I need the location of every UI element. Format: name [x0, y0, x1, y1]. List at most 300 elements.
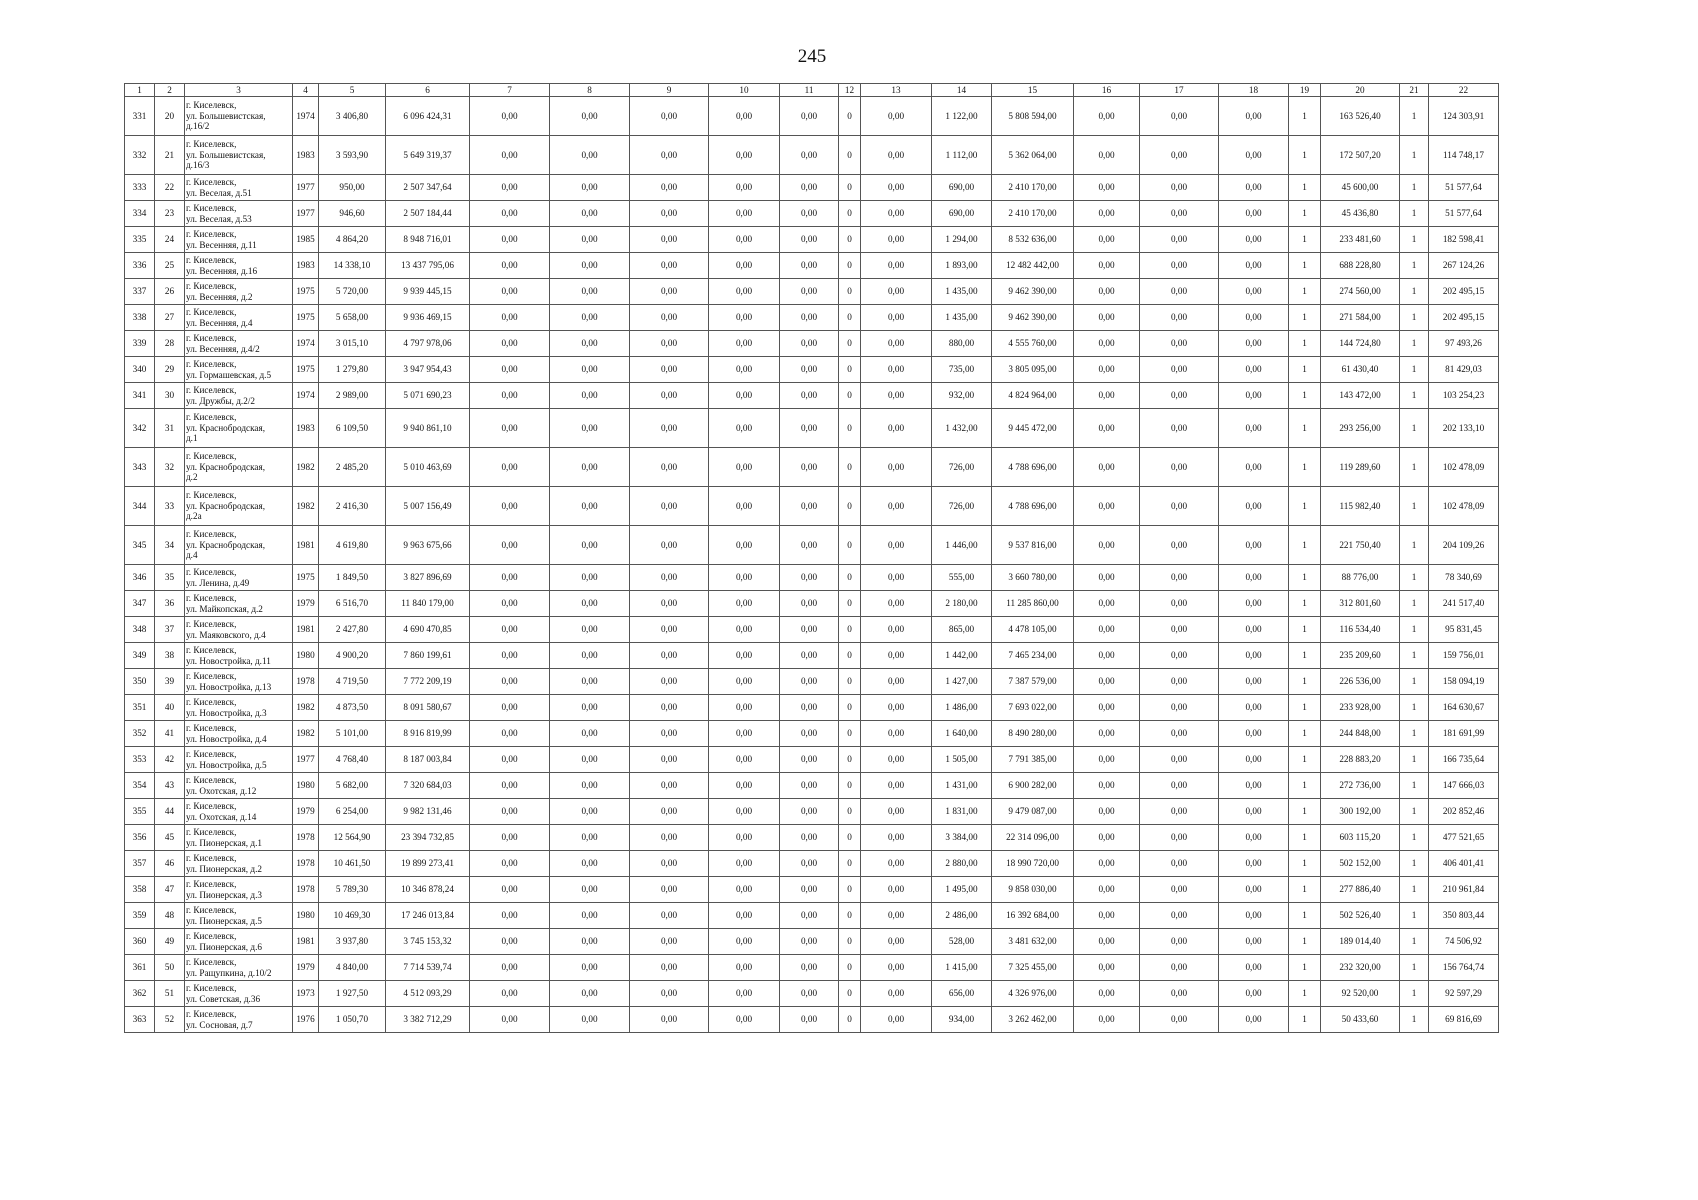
- count-cell: 1: [1400, 877, 1429, 903]
- row-number: 362: [125, 981, 155, 1007]
- value-cell: 0,00: [861, 175, 932, 201]
- value-cell: 1 112,00: [932, 136, 992, 175]
- value-cell: 0,00: [550, 409, 630, 448]
- year-cell: 1977: [293, 201, 319, 227]
- value-cell: 0,00: [861, 903, 932, 929]
- row-number: 348: [125, 617, 155, 643]
- value-cell: 0,00: [630, 799, 709, 825]
- value-cell: 0,00: [1219, 903, 1289, 929]
- value-cell: 0,00: [630, 97, 709, 136]
- value-cell: 8 490 280,00: [992, 721, 1074, 747]
- count-cell: 0: [839, 565, 861, 591]
- value-cell: 0,00: [709, 669, 780, 695]
- address-line: ул. Гормашевская, д.5: [186, 369, 272, 380]
- value-cell: 0,00: [861, 851, 932, 877]
- address-line: ул. Новостройка, д.11: [186, 655, 271, 666]
- year-cell: 1974: [293, 331, 319, 357]
- value-cell: 61 430,40: [1321, 357, 1400, 383]
- address-line: ул. Весенняя, д.4/2: [186, 343, 260, 354]
- value-cell: 1 831,00: [932, 799, 992, 825]
- address-cell: [185, 695, 293, 721]
- value-cell: 0,00: [1219, 526, 1289, 565]
- address-cell: [185, 97, 293, 136]
- row-subnumber: 36: [155, 591, 185, 617]
- column-number: 12: [839, 84, 861, 97]
- value-cell: 143 472,00: [1321, 383, 1400, 409]
- value-cell: 0,00: [780, 136, 839, 175]
- count-cell: 0: [839, 851, 861, 877]
- value-cell: 0,00: [861, 643, 932, 669]
- value-cell: 0,00: [630, 201, 709, 227]
- value-cell: 4 555 760,00: [992, 331, 1074, 357]
- address-line: ул. Ленина, д.49: [186, 577, 250, 588]
- value-cell: 0,00: [630, 409, 709, 448]
- value-cell: 102 478,09: [1429, 448, 1499, 487]
- count-cell: 1: [1400, 981, 1429, 1007]
- value-cell: 0,00: [1074, 799, 1140, 825]
- count-cell: 1: [1289, 643, 1321, 669]
- value-cell: 4 788 696,00: [992, 448, 1074, 487]
- value-cell: 2 486,00: [932, 903, 992, 929]
- value-cell: 0,00: [1140, 773, 1219, 799]
- address-cell: [185, 227, 293, 253]
- value-cell: 0,00: [1219, 851, 1289, 877]
- value-cell: 0,00: [1074, 526, 1140, 565]
- value-cell: 0,00: [550, 825, 630, 851]
- row-subnumber: 33: [155, 487, 185, 526]
- value-cell: 0,00: [780, 97, 839, 136]
- table-row: [125, 877, 1499, 903]
- value-cell: 528,00: [932, 929, 992, 955]
- row-subnumber: 23: [155, 201, 185, 227]
- value-cell: 5 720,00: [319, 279, 386, 305]
- row-number: 355: [125, 799, 155, 825]
- count-cell: 0: [839, 643, 861, 669]
- address-line: г. Киселевск,: [186, 983, 237, 993]
- value-cell: 181 691,99: [1429, 721, 1499, 747]
- address-cell: [185, 929, 293, 955]
- value-cell: 950,00: [319, 175, 386, 201]
- value-cell: 115 982,40: [1321, 487, 1400, 526]
- address-line: ул. Новостройка, д.3: [186, 707, 267, 718]
- table-row: [125, 903, 1499, 929]
- value-cell: 0,00: [470, 357, 550, 383]
- value-cell: 0,00: [1140, 617, 1219, 643]
- count-cell: 1: [1400, 721, 1429, 747]
- value-cell: 182 598,41: [1429, 227, 1499, 253]
- row-subnumber: 43: [155, 773, 185, 799]
- value-cell: 1 640,00: [932, 721, 992, 747]
- count-cell: 1: [1400, 1007, 1429, 1033]
- value-cell: 232 320,00: [1321, 955, 1400, 981]
- value-cell: 0,00: [630, 773, 709, 799]
- value-cell: 5 010 463,69: [386, 448, 470, 487]
- value-cell: 0,00: [1219, 1007, 1289, 1033]
- value-cell: 0,00: [861, 981, 932, 1007]
- count-cell: 1: [1289, 877, 1321, 903]
- value-cell: 9 462 390,00: [992, 305, 1074, 331]
- value-cell: 7 320 684,03: [386, 773, 470, 799]
- value-cell: 0,00: [1074, 201, 1140, 227]
- value-cell: 1 442,00: [932, 643, 992, 669]
- value-cell: 0,00: [1219, 565, 1289, 591]
- value-cell: 0,00: [1140, 591, 1219, 617]
- table-row: [125, 357, 1499, 383]
- address-line: г. Киселевск,: [186, 1009, 237, 1019]
- value-cell: 0,00: [550, 227, 630, 253]
- value-cell: 0,00: [630, 383, 709, 409]
- value-cell: 0,00: [780, 903, 839, 929]
- value-cell: 0,00: [780, 669, 839, 695]
- count-cell: 1: [1400, 851, 1429, 877]
- value-cell: 0,00: [1219, 409, 1289, 448]
- value-cell: 0,00: [630, 981, 709, 1007]
- address-line: г. Киселевск,: [186, 529, 237, 540]
- row-subnumber: 46: [155, 851, 185, 877]
- count-cell: 1: [1400, 903, 1429, 929]
- value-cell: 0,00: [780, 331, 839, 357]
- year-cell: 1974: [293, 97, 319, 136]
- year-cell: 1975: [293, 279, 319, 305]
- year-cell: 1979: [293, 591, 319, 617]
- value-cell: 5 789,30: [319, 877, 386, 903]
- row-subnumber: 26: [155, 279, 185, 305]
- value-cell: 4 478 105,00: [992, 617, 1074, 643]
- value-cell: 0,00: [1219, 357, 1289, 383]
- row-number: 332: [125, 136, 155, 175]
- count-cell: 1: [1289, 383, 1321, 409]
- count-cell: 1: [1400, 331, 1429, 357]
- address-line: г. Киселевск,: [186, 853, 237, 863]
- value-cell: 603 115,20: [1321, 825, 1400, 851]
- value-cell: 267 124,26: [1429, 253, 1499, 279]
- value-cell: 0,00: [780, 981, 839, 1007]
- value-cell: 5 101,00: [319, 721, 386, 747]
- value-cell: 0,00: [630, 669, 709, 695]
- value-cell: 1 893,00: [932, 253, 992, 279]
- value-cell: 3 481 632,00: [992, 929, 1074, 955]
- value-cell: 726,00: [932, 448, 992, 487]
- value-cell: 0,00: [470, 799, 550, 825]
- address-line: г. Киселевск,: [186, 139, 237, 150]
- value-cell: 0,00: [1074, 383, 1140, 409]
- value-cell: 16 392 684,00: [992, 903, 1074, 929]
- row-number: 351: [125, 695, 155, 721]
- count-cell: 1: [1400, 929, 1429, 955]
- value-cell: 103 254,23: [1429, 383, 1499, 409]
- value-cell: 0,00: [1219, 617, 1289, 643]
- value-cell: 114 748,17: [1429, 136, 1499, 175]
- value-cell: 0,00: [1140, 227, 1219, 253]
- value-cell: 0,00: [550, 487, 630, 526]
- value-cell: 0,00: [709, 877, 780, 903]
- count-cell: 1: [1400, 448, 1429, 487]
- value-cell: 0,00: [709, 981, 780, 1007]
- count-cell: 1: [1400, 175, 1429, 201]
- value-cell: 0,00: [1219, 721, 1289, 747]
- value-cell: 2 507 347,64: [386, 175, 470, 201]
- count-cell: 1: [1400, 487, 1429, 526]
- row-number: 339: [125, 331, 155, 357]
- value-cell: 0,00: [550, 695, 630, 721]
- value-cell: 0,00: [861, 721, 932, 747]
- row-subnumber: 37: [155, 617, 185, 643]
- count-cell: 0: [839, 773, 861, 799]
- row-number: 359: [125, 903, 155, 929]
- value-cell: 0,00: [630, 227, 709, 253]
- address-cell: [185, 903, 293, 929]
- address-cell: [185, 409, 293, 448]
- value-cell: 6 254,00: [319, 799, 386, 825]
- value-cell: 0,00: [630, 253, 709, 279]
- row-number: 361: [125, 955, 155, 981]
- value-cell: 0,00: [630, 877, 709, 903]
- row-number: 354: [125, 773, 155, 799]
- value-cell: 0,00: [709, 773, 780, 799]
- value-cell: 0,00: [709, 643, 780, 669]
- address-line: г. Киселевск,: [186, 412, 237, 423]
- value-cell: 0,00: [1140, 448, 1219, 487]
- value-cell: 9 462 390,00: [992, 279, 1074, 305]
- value-cell: 0,00: [709, 487, 780, 526]
- page-number: 245: [797, 46, 827, 67]
- table-row: [125, 565, 1499, 591]
- value-cell: 9 479 087,00: [992, 799, 1074, 825]
- address-line: г. Киселевск,: [186, 229, 237, 239]
- value-cell: 0,00: [470, 721, 550, 747]
- value-cell: 932,00: [932, 383, 992, 409]
- value-cell: 0,00: [1074, 695, 1140, 721]
- address-line: ул. Пионерская, д.5: [186, 915, 262, 926]
- value-cell: 0,00: [1219, 279, 1289, 305]
- count-cell: 1: [1400, 643, 1429, 669]
- value-cell: 0,00: [780, 695, 839, 721]
- value-cell: 92 520,00: [1321, 981, 1400, 1007]
- value-cell: 0,00: [861, 331, 932, 357]
- address-line: г. Киселевск,: [186, 775, 237, 785]
- address-line: ул. Большевистская,: [186, 110, 266, 121]
- value-cell: 688 228,80: [1321, 253, 1400, 279]
- table-row: [125, 955, 1499, 981]
- value-cell: 0,00: [709, 1007, 780, 1033]
- value-cell: 0,00: [1219, 825, 1289, 851]
- table-row: [125, 201, 1499, 227]
- value-cell: 0,00: [709, 695, 780, 721]
- count-cell: 1: [1400, 357, 1429, 383]
- count-cell: 1: [1289, 1007, 1321, 1033]
- value-cell: 0,00: [470, 279, 550, 305]
- value-cell: 6 109,50: [319, 409, 386, 448]
- table-row: [125, 136, 1499, 175]
- row-subnumber: 45: [155, 825, 185, 851]
- year-cell: 1981: [293, 617, 319, 643]
- count-cell: 1: [1289, 448, 1321, 487]
- value-cell: 0,00: [780, 383, 839, 409]
- count-cell: 0: [839, 981, 861, 1007]
- value-cell: 0,00: [470, 97, 550, 136]
- count-cell: 0: [839, 97, 861, 136]
- column-number: 17: [1140, 84, 1219, 97]
- address-line: ул. Весенняя, д.11: [186, 239, 257, 250]
- column-number: 15: [992, 84, 1074, 97]
- address-line: ул. Краснобродская,: [186, 461, 266, 472]
- address-cell: [185, 721, 293, 747]
- address-line: д.16/2: [186, 121, 210, 132]
- table-row: [125, 448, 1499, 487]
- count-cell: 1: [1289, 201, 1321, 227]
- value-cell: 0,00: [470, 825, 550, 851]
- value-cell: 0,00: [470, 448, 550, 487]
- value-cell: 0,00: [780, 851, 839, 877]
- value-cell: 226 536,00: [1321, 669, 1400, 695]
- table-row: [125, 851, 1499, 877]
- row-number: 335: [125, 227, 155, 253]
- value-cell: 350 803,44: [1429, 903, 1499, 929]
- value-cell: 0,00: [1219, 227, 1289, 253]
- row-subnumber: 47: [155, 877, 185, 903]
- count-cell: 1: [1289, 136, 1321, 175]
- value-cell: 2 410 170,00: [992, 175, 1074, 201]
- value-cell: 1 432,00: [932, 409, 992, 448]
- value-cell: 0,00: [1140, 825, 1219, 851]
- address-line: ул. Краснобродская,: [186, 539, 266, 550]
- year-cell: 1981: [293, 929, 319, 955]
- value-cell: 0,00: [630, 526, 709, 565]
- row-number: 345: [125, 526, 155, 565]
- value-cell: 0,00: [780, 617, 839, 643]
- value-cell: 0,00: [709, 253, 780, 279]
- value-cell: 0,00: [861, 227, 932, 253]
- value-cell: 0,00: [1219, 695, 1289, 721]
- year-cell: 1981: [293, 526, 319, 565]
- count-cell: 0: [839, 487, 861, 526]
- value-cell: 23 394 732,85: [386, 825, 470, 851]
- address-line: ул. Пионерская, д.2: [186, 863, 262, 874]
- value-cell: 0,00: [1074, 357, 1140, 383]
- value-cell: 14 338,10: [319, 253, 386, 279]
- value-cell: 1 122,00: [932, 97, 992, 136]
- address-line: г. Киселевск,: [186, 281, 237, 291]
- value-cell: 163 526,40: [1321, 97, 1400, 136]
- value-cell: 6 096 424,31: [386, 97, 470, 136]
- value-cell: 19 899 273,41: [386, 851, 470, 877]
- value-cell: 0,00: [1219, 487, 1289, 526]
- count-cell: 1: [1400, 955, 1429, 981]
- count-cell: 1: [1289, 97, 1321, 136]
- value-cell: 0,00: [861, 799, 932, 825]
- row-number: 333: [125, 175, 155, 201]
- value-cell: 10 461,50: [319, 851, 386, 877]
- value-cell: 11 840 179,00: [386, 591, 470, 617]
- row-number: 353: [125, 747, 155, 773]
- value-cell: 0,00: [861, 617, 932, 643]
- value-cell: 0,00: [1140, 929, 1219, 955]
- value-cell: 7 860 199,61: [386, 643, 470, 669]
- value-cell: 2 427,80: [319, 617, 386, 643]
- column-number: 1: [125, 84, 155, 97]
- value-cell: 7 387 579,00: [992, 669, 1074, 695]
- row-subnumber: 52: [155, 1007, 185, 1033]
- value-cell: 4 788 696,00: [992, 487, 1074, 526]
- value-cell: 3 262 462,00: [992, 1007, 1074, 1033]
- address-cell: [185, 136, 293, 175]
- value-cell: 0,00: [550, 747, 630, 773]
- value-cell: 0,00: [861, 565, 932, 591]
- row-number: 363: [125, 1007, 155, 1033]
- table-row: [125, 695, 1499, 721]
- count-cell: 1: [1289, 773, 1321, 799]
- value-cell: 0,00: [630, 331, 709, 357]
- count-cell: 0: [839, 331, 861, 357]
- value-cell: 690,00: [932, 175, 992, 201]
- value-cell: 0,00: [550, 903, 630, 929]
- address-cell: [185, 487, 293, 526]
- count-cell: 0: [839, 305, 861, 331]
- year-cell: 1982: [293, 695, 319, 721]
- count-cell: 0: [839, 721, 861, 747]
- value-cell: 0,00: [709, 929, 780, 955]
- value-cell: 241 517,40: [1429, 591, 1499, 617]
- row-subnumber: 40: [155, 695, 185, 721]
- row-subnumber: 50: [155, 955, 185, 981]
- value-cell: 0,00: [1219, 305, 1289, 331]
- value-cell: 0,00: [1074, 136, 1140, 175]
- value-cell: 9 537 816,00: [992, 526, 1074, 565]
- value-cell: 0,00: [550, 643, 630, 669]
- address-line: ул. Краснобродская,: [186, 500, 266, 511]
- value-cell: 159 756,01: [1429, 643, 1499, 669]
- value-cell: 4 690 470,85: [386, 617, 470, 643]
- address-line: ул. Дружбы, д.2/2: [186, 395, 255, 406]
- value-cell: 0,00: [550, 669, 630, 695]
- value-cell: 0,00: [1074, 669, 1140, 695]
- count-cell: 0: [839, 279, 861, 305]
- column-number: 18: [1219, 84, 1289, 97]
- value-cell: 0,00: [780, 357, 839, 383]
- value-cell: 406 401,41: [1429, 851, 1499, 877]
- value-cell: 3 827 896,69: [386, 565, 470, 591]
- address-line: г. Киселевск,: [186, 203, 237, 213]
- row-subnumber: 51: [155, 981, 185, 1007]
- value-cell: 172 507,20: [1321, 136, 1400, 175]
- value-cell: 0,00: [470, 695, 550, 721]
- value-cell: 1 486,00: [932, 695, 992, 721]
- row-subnumber: 35: [155, 565, 185, 591]
- value-cell: 2 989,00: [319, 383, 386, 409]
- row-subnumber: 34: [155, 526, 185, 565]
- row-subnumber: 28: [155, 331, 185, 357]
- table-row: [125, 643, 1499, 669]
- value-cell: 0,00: [709, 227, 780, 253]
- value-cell: 5 007 156,49: [386, 487, 470, 526]
- address-cell: [185, 253, 293, 279]
- value-cell: 6 900 282,00: [992, 773, 1074, 799]
- count-cell: 0: [839, 669, 861, 695]
- value-cell: 1 431,00: [932, 773, 992, 799]
- value-cell: 0,00: [780, 591, 839, 617]
- value-cell: 0,00: [1074, 617, 1140, 643]
- count-cell: 1: [1400, 565, 1429, 591]
- value-cell: 0,00: [709, 201, 780, 227]
- value-cell: 0,00: [470, 136, 550, 175]
- column-number: 22: [1429, 84, 1499, 97]
- count-cell: 1: [1400, 747, 1429, 773]
- value-cell: 45 600,00: [1321, 175, 1400, 201]
- value-cell: 0,00: [630, 903, 709, 929]
- value-cell: 0,00: [780, 721, 839, 747]
- value-cell: 0,00: [1219, 773, 1289, 799]
- value-cell: 0,00: [1140, 526, 1219, 565]
